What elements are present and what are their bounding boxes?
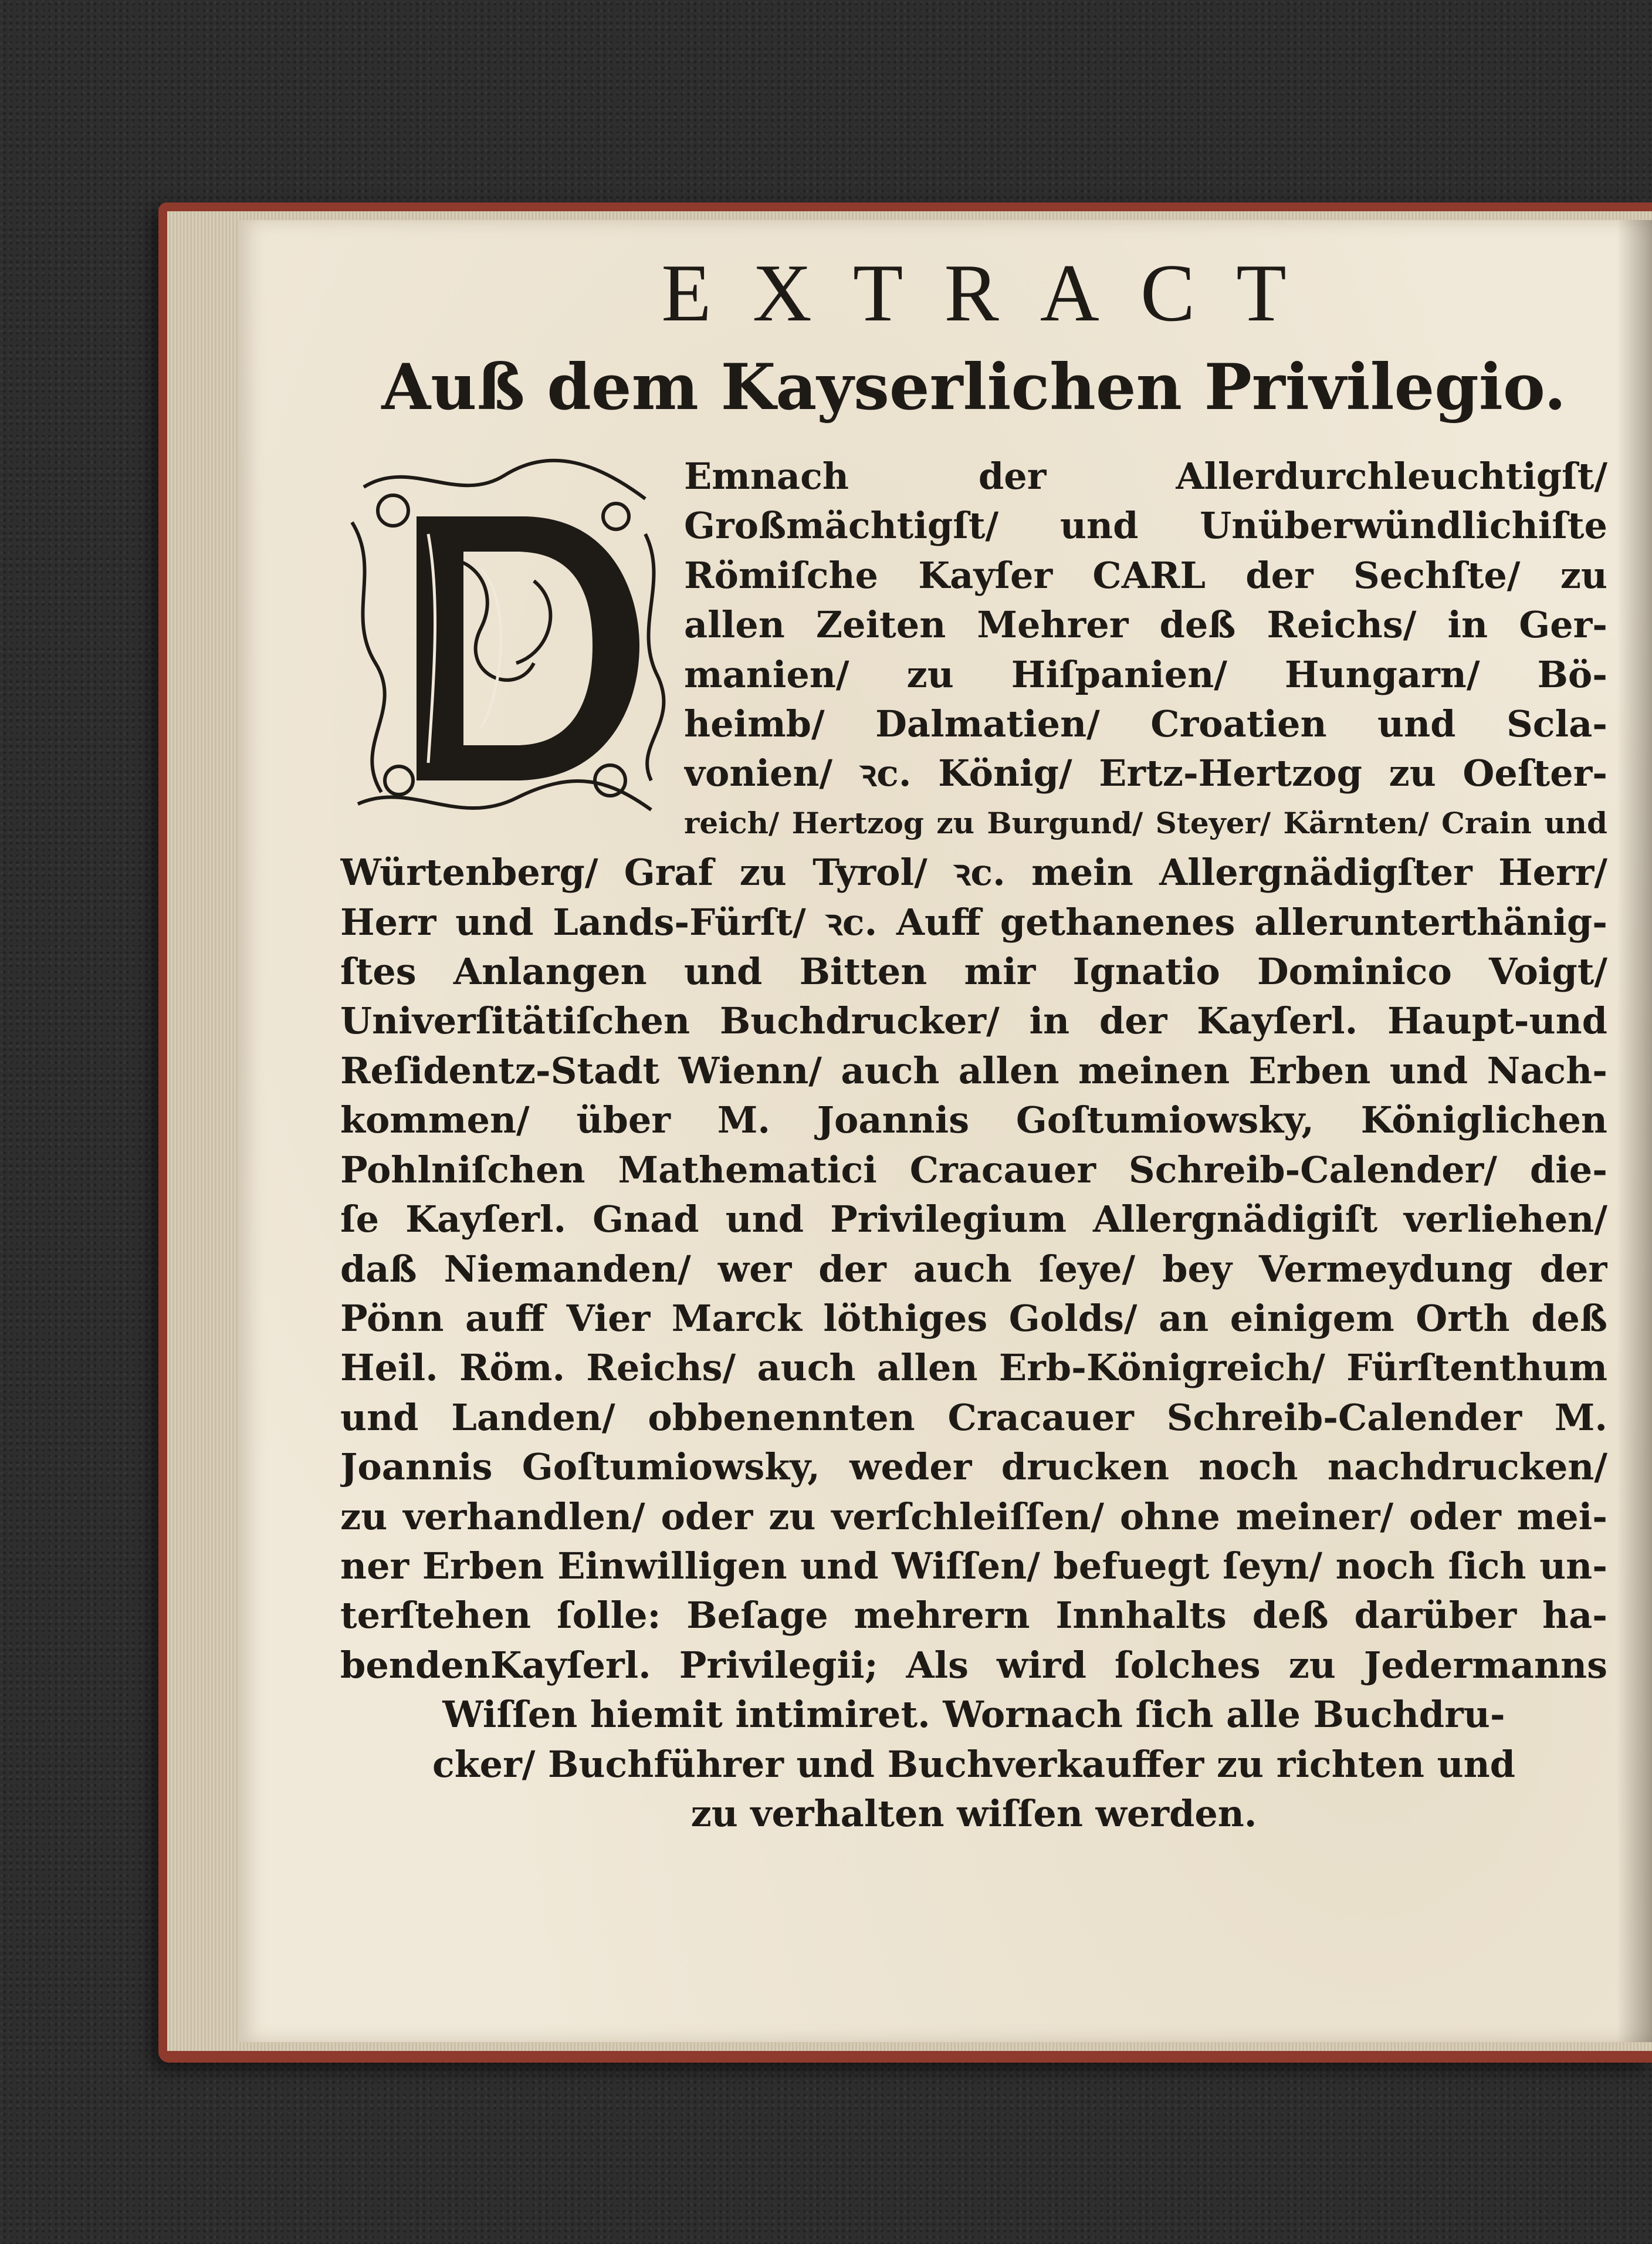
- text-line: Joannis Goſtumiowsky, weder drucken noch nachdrucken/: [340, 1445, 1607, 1489]
- text-line: Römiſche Kayſer CARL der Sechſte/ zu: [684, 553, 1607, 597]
- text-line: Wiſſen hiemit intimiret. Wornach ſich alle Buchdru-: [442, 1693, 1505, 1736]
- text-line: allen Zeiten Mehrer deß Reichs/ in Ger-: [684, 603, 1607, 647]
- text-line: vonien/ ꝛc. König/ Ertz-Hertzog zu Oeſter-: [684, 752, 1607, 795]
- text-line: und Landen/ obbenennten Cracauer Schreib-Calender M.: [340, 1395, 1607, 1439]
- text-line: Pönn auff Vier Marck löthiges Golds/ an einigem Orth deß: [340, 1296, 1607, 1340]
- text-line: ner Erben Einwilligen und Wiſſen/ befuegt ſeyn/ noch ſich un-: [340, 1544, 1607, 1587]
- text-line: zu verhalten wiſſen werden.: [690, 1792, 1257, 1835]
- text-line: Pohlniſchen Mathematici Cracauer Schreib-Calender/ die-: [340, 1148, 1607, 1191]
- page-title: EXTRACT: [661, 248, 1328, 339]
- text-line: ſtes Anlangen und Bitten mir Ignatio Dominico Voigt/: [340, 950, 1607, 993]
- text-line: Reſidentz-Stadt Wienn/ auch allen meinen Erben und Nach-: [340, 1049, 1607, 1092]
- text-line: Emnach der Allerdurchleuchtigſt/: [684, 455, 1607, 498]
- text-line: terſtehen ſolle: Beſage mehrern Innhalts deß darüber ha-: [340, 1594, 1607, 1637]
- text-line: Würtenberg/ Graf zu Tyrol/ ꝛc. mein Allergnädigſter Herr/: [340, 851, 1607, 894]
- text-line: bendenKayſerl. Privilegii; Als wird ſolches zu Jedermanns: [340, 1643, 1607, 1687]
- text-line: cker/ Buchführer und Buchverkauffer zu richten und: [432, 1742, 1516, 1786]
- privilege-text: [340, 452, 1607, 1839]
- text-line: manien/ zu Hiſpanien/ Hungarn/ Bö-: [684, 653, 1607, 696]
- page-subtitle: Auß dem Kayserlichen Privilegio.: [381, 350, 1566, 424]
- text-line: reich/ Hertzog zu Burgund/ Steyer/ Kärnten/ Crain und: [684, 805, 1607, 840]
- page-text-block: [340, 246, 1607, 1839]
- page-gutter-shadow: [1617, 220, 1652, 2042]
- text-line: Heil. Röm. Reichs/ auch allen Erb-Königreich/ Fürſtenthum: [340, 1346, 1607, 1390]
- text-line: ſe Kayſerl. Gnad und Privilegium Allergnädigiſt verliehen/: [340, 1198, 1607, 1241]
- text-line: Herr und Lands-Fürſt/ ꝛc. Auff gethanenes allerunterthänig-: [340, 900, 1607, 944]
- text-line: daß Niemanden/ wer der auch ſeye/ bey Vermeydung der: [340, 1247, 1607, 1290]
- text-line: kommen/ über M. Joannis Goſtumiowsky, Königlichen: [340, 1099, 1607, 1142]
- decorated-initial-d-icon: [340, 452, 669, 827]
- text-line: zu verhandlen/ oder zu verſchleiſſen/ ohne meiner/ oder mei-: [340, 1495, 1607, 1538]
- text-line: heimb/ Dalmatien/ Croatien und Scla-: [684, 702, 1607, 746]
- text-line: Univerſitätiſchen Buchdrucker/ in der Kayſerl. Haupt-und: [340, 999, 1607, 1043]
- text-line: Großmächtigſt/ und Unüberwündlichiſte: [684, 504, 1607, 548]
